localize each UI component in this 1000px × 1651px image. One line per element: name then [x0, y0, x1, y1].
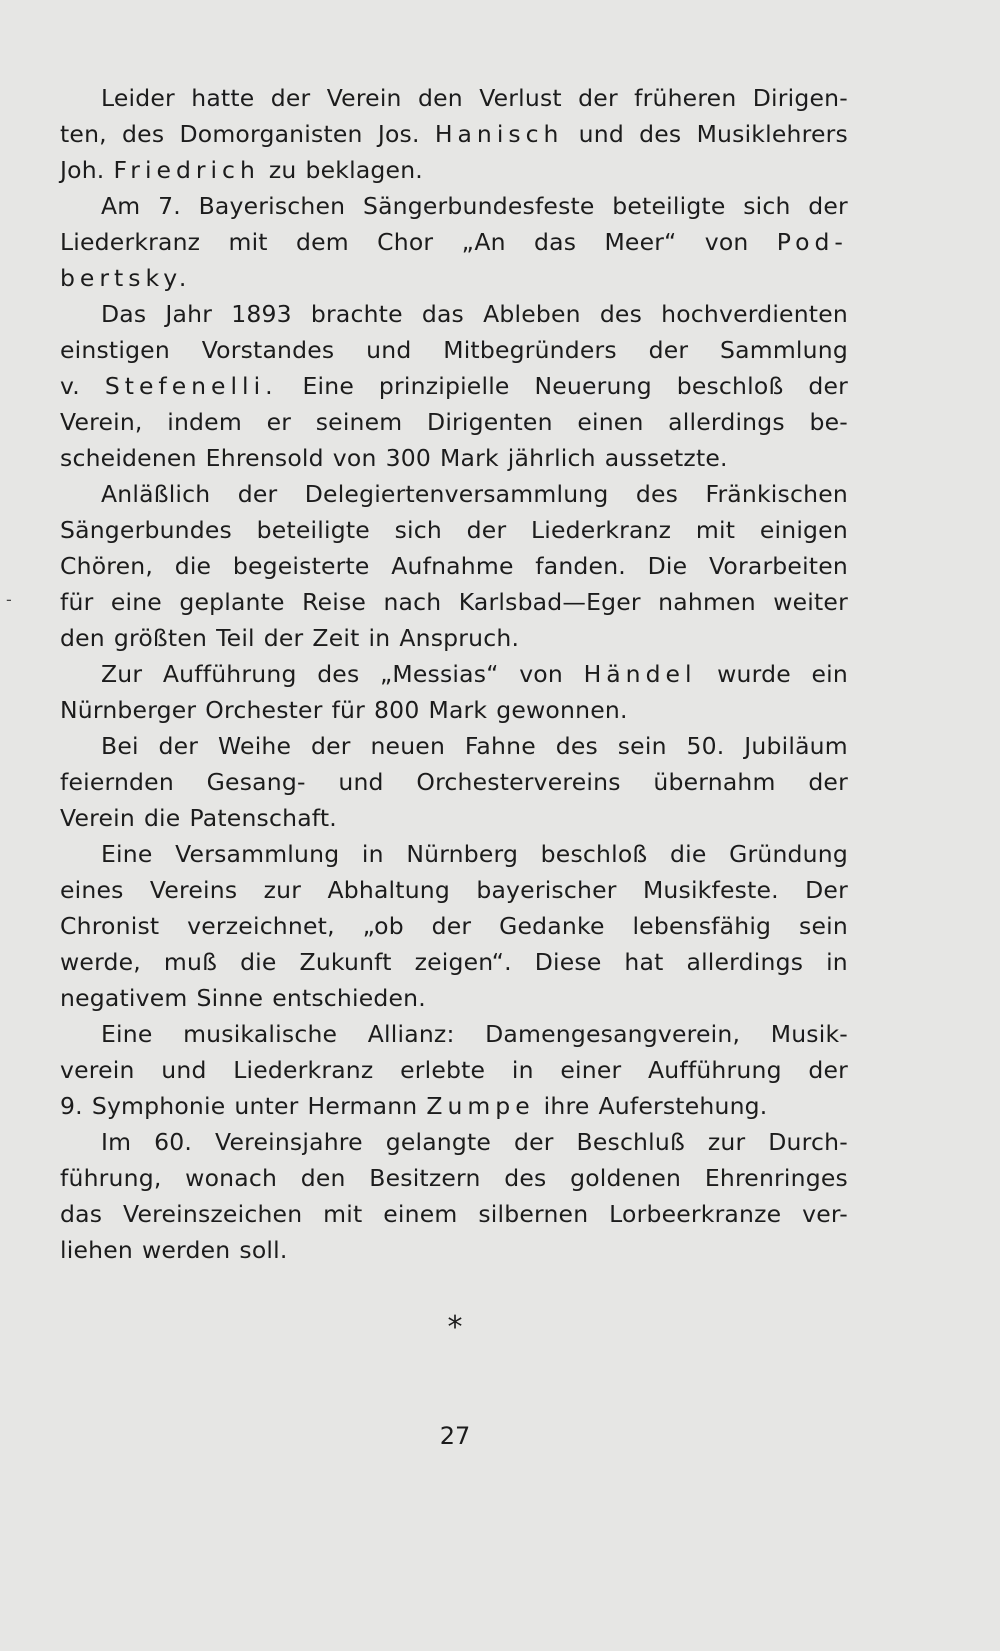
text-line — [60, 980, 848, 1016]
word: den — [417, 84, 463, 112]
word: eine — [110, 588, 162, 616]
word: soll. — [239, 1236, 288, 1264]
word: zur — [263, 876, 302, 904]
word: in — [368, 624, 391, 652]
word: Durch- — [768, 1128, 848, 1156]
word: Im — [101, 1128, 132, 1156]
word: seinem — [315, 408, 403, 436]
word: den — [60, 624, 105, 652]
word: der — [270, 84, 311, 112]
text-line — [60, 404, 848, 440]
word: ver- — [802, 1200, 848, 1228]
word: führung, — [60, 1164, 162, 1192]
word: Joh. — [60, 156, 105, 184]
text-line — [60, 440, 848, 476]
text-line — [60, 152, 848, 188]
word: muß — [163, 948, 218, 976]
word: die — [240, 948, 277, 976]
word: bayerischer — [476, 876, 617, 904]
word: 300 — [385, 444, 432, 472]
word: 800 — [374, 696, 420, 724]
spaced-name: Hanisch — [434, 120, 564, 148]
word: des — [599, 300, 643, 328]
word: Vereinszeichen — [123, 1200, 303, 1228]
word: Vereins — [149, 876, 238, 904]
word: entschieden. — [272, 984, 426, 1012]
word: 9. — [60, 1092, 83, 1120]
text-line — [60, 476, 848, 512]
word: Eine — [302, 372, 354, 400]
word: 1893 — [231, 300, 292, 328]
word: Besitzern — [369, 1164, 481, 1192]
word: Zur — [101, 660, 143, 688]
word: Zeit — [312, 624, 360, 652]
word: Nürnberg — [406, 840, 519, 868]
word: des — [317, 660, 360, 688]
word: goldenen — [570, 1164, 682, 1192]
word: Bayerischen — [198, 192, 346, 220]
word: unter — [234, 1092, 299, 1120]
word: hochverdienten — [661, 300, 848, 328]
word: Patenschaft. — [189, 804, 337, 832]
text-line — [60, 296, 848, 332]
word: in — [361, 840, 384, 868]
word: Aufführung — [162, 660, 297, 688]
word: allerdings — [668, 408, 785, 436]
section-separator-asterisk: * — [447, 1310, 463, 1345]
word: des — [122, 120, 165, 148]
word: Gedanke — [499, 912, 605, 940]
word: der — [466, 516, 507, 544]
word: Vorarbeiten — [708, 552, 848, 580]
text-line — [60, 1160, 848, 1196]
word: Reise — [302, 588, 367, 616]
word: lebensfähig — [632, 912, 772, 940]
word: sich — [743, 192, 791, 220]
word: werden — [141, 1236, 231, 1264]
word: Eine — [101, 840, 153, 868]
word: Anläßlich — [101, 480, 211, 508]
word: negativem — [60, 984, 188, 1012]
text-line — [60, 116, 848, 152]
word: der — [513, 1128, 554, 1156]
text-line — [60, 188, 848, 224]
word: beschloß — [676, 372, 784, 400]
word: liehen — [60, 1236, 133, 1264]
word: Damengesangverein, — [485, 1020, 741, 1048]
word: in — [826, 948, 848, 976]
word: mit — [228, 228, 268, 256]
word: Sängerbundesfeste — [362, 192, 595, 220]
word: die — [143, 804, 181, 832]
word: Orchestervereins — [416, 768, 621, 796]
spaced-name: Friedrich — [113, 156, 260, 184]
word: der — [648, 336, 689, 364]
word: Jos. — [377, 120, 420, 148]
word: Zukunft — [299, 948, 392, 976]
word: jährlich — [507, 444, 596, 472]
word: und — [338, 768, 384, 796]
text-line — [60, 512, 848, 548]
text-line — [60, 656, 848, 692]
word: und — [161, 1056, 207, 1084]
word: wurde — [717, 660, 791, 688]
word: Orchester — [205, 696, 323, 724]
word: Mitbegründers — [443, 336, 617, 364]
word: Domorganisten — [179, 120, 363, 148]
word: Nürnberger — [60, 696, 197, 724]
word: Jubiläum — [744, 732, 848, 760]
word: Delegiertenversammlung — [304, 480, 609, 508]
text-line — [60, 368, 848, 404]
word: der — [311, 732, 351, 760]
text-line — [60, 224, 848, 260]
word: einen — [577, 408, 644, 436]
word: Karlsbad—Eger — [458, 588, 641, 616]
word: für — [331, 696, 366, 724]
word: beschloß — [540, 840, 648, 868]
word: er — [266, 408, 292, 436]
word: Verein — [60, 804, 135, 832]
word: der — [237, 480, 278, 508]
word: beteiligte — [612, 192, 726, 220]
word: das — [421, 300, 464, 328]
word: Liederkranz — [233, 1056, 374, 1084]
word: verzeichnet, — [187, 912, 335, 940]
word: der — [808, 192, 848, 220]
word: Die — [647, 552, 688, 580]
word: der — [808, 372, 848, 400]
word: das — [534, 228, 577, 256]
word: beklagen. — [305, 156, 423, 184]
word: der — [578, 84, 618, 112]
word: Meer“ — [604, 228, 677, 256]
text-line — [60, 548, 848, 584]
word: der — [158, 732, 199, 760]
word: Vereinsjahre — [215, 1128, 363, 1156]
word: Beschluß — [576, 1128, 685, 1156]
word: der — [808, 1056, 848, 1084]
word: Fränkischen — [705, 480, 848, 508]
word: fanden. — [535, 552, 626, 580]
word: mit — [323, 1200, 363, 1228]
word: Diese — [534, 948, 602, 976]
word: werde, — [60, 948, 141, 976]
word: Sängerbundes — [60, 516, 232, 544]
word: 60. — [154, 1128, 193, 1156]
text-line — [60, 584, 848, 620]
word: zur — [707, 1128, 746, 1156]
word: Das — [101, 300, 147, 328]
word: Hermann — [307, 1092, 418, 1120]
text-line — [60, 332, 848, 368]
word: das — [60, 1200, 103, 1228]
word: Musiklehrers — [696, 120, 848, 148]
word: Abhaltung — [327, 876, 451, 904]
text-line — [60, 1196, 848, 1232]
word: brachte — [310, 300, 403, 328]
word: in — [511, 1056, 534, 1084]
word: erlebte — [400, 1056, 486, 1084]
word: dem — [296, 228, 349, 256]
word: hat — [624, 948, 664, 976]
word: Musikfeste. — [642, 876, 779, 904]
word: Gründung — [729, 840, 848, 868]
word: musikalische — [183, 1020, 338, 1048]
word: Mark — [440, 444, 499, 472]
spaced-name: Händel — [583, 660, 697, 688]
text-line — [60, 80, 848, 116]
word: hatte — [191, 84, 255, 112]
word: der — [431, 912, 472, 940]
word: Auferstehung. — [598, 1092, 768, 1120]
word: 50. — [686, 732, 725, 760]
word: allerdings — [686, 948, 804, 976]
word: Chor — [377, 228, 434, 256]
word: für — [60, 588, 94, 616]
word: die — [174, 552, 212, 580]
word: von — [704, 228, 749, 256]
word: Chronist — [60, 912, 160, 940]
spaced-name: Stefenelli. — [104, 372, 278, 400]
spaced-name: bertsky. — [60, 264, 192, 292]
word: Symphonie — [91, 1092, 226, 1120]
word: des — [555, 732, 598, 760]
text-line — [60, 1232, 848, 1268]
text-line — [60, 1016, 848, 1052]
word: Mark — [428, 696, 488, 724]
word: Gesang- — [206, 768, 306, 796]
word: „ob — [362, 912, 404, 940]
word: Verein, — [60, 408, 143, 436]
word: nach — [383, 588, 442, 616]
word: Dirigenten — [427, 408, 553, 436]
word: der — [263, 624, 304, 652]
word: gelangte — [385, 1128, 492, 1156]
text-line — [60, 944, 848, 980]
word: den — [300, 1164, 346, 1192]
word: des — [639, 120, 682, 148]
word: geplante — [179, 588, 285, 616]
word: Liederkranz — [531, 516, 672, 544]
word: des — [504, 1164, 547, 1192]
word: Verein — [326, 84, 402, 112]
page-number: 27 — [439, 1422, 471, 1450]
word: feiernden — [60, 768, 174, 796]
word: Neuerung — [534, 372, 652, 400]
spaced-name: Pod- — [776, 228, 848, 256]
word: einigen — [759, 516, 848, 544]
word: „An — [461, 228, 506, 256]
word: von — [519, 660, 563, 688]
word: weiter — [773, 588, 848, 616]
text-line — [60, 1124, 848, 1160]
word: be- — [809, 408, 848, 436]
text-line — [60, 836, 848, 872]
word: und — [366, 336, 412, 364]
word: Anspruch. — [399, 624, 520, 652]
word: gewonnen. — [496, 696, 628, 724]
text-line — [60, 728, 848, 764]
word: einstigen — [60, 336, 170, 364]
word: früheren — [634, 84, 737, 112]
text-line — [60, 872, 848, 908]
word: sich — [394, 516, 442, 544]
word: „Messias“ — [380, 660, 499, 688]
spaced-name: Zumpe — [426, 1092, 535, 1120]
word: sein — [799, 912, 848, 940]
text-line — [60, 908, 848, 944]
text-line — [60, 1052, 848, 1088]
word: Aufnahme — [391, 552, 514, 580]
word: aussetzte. — [604, 444, 728, 472]
word: prinzipielle — [378, 372, 510, 400]
word: der — [808, 768, 848, 796]
word: v. — [60, 372, 80, 400]
text-line — [60, 260, 848, 296]
word: sein — [617, 732, 667, 760]
word: Bei — [101, 732, 139, 760]
word: Versammlung — [175, 840, 340, 868]
word: Leider — [101, 84, 175, 112]
word: Musik- — [770, 1020, 848, 1048]
word: Aufführung — [648, 1056, 782, 1084]
word: einem — [383, 1200, 458, 1228]
text-line — [60, 620, 848, 656]
word: mit — [695, 516, 736, 544]
word: nahmen — [658, 588, 756, 616]
word: begeisterte — [232, 552, 370, 580]
word: Fahne — [464, 732, 536, 760]
body-text — [60, 80, 848, 1268]
word: übernahm — [653, 768, 776, 796]
word: ein — [811, 660, 848, 688]
word: scheidenen — [60, 444, 197, 472]
word: Jahr — [165, 300, 213, 328]
word: Ehrensold — [205, 444, 324, 472]
word: Verlust — [479, 84, 562, 112]
word: neuen — [370, 732, 446, 760]
text-line — [60, 800, 848, 836]
text-line — [60, 764, 848, 800]
word: von — [332, 444, 377, 472]
word: Der — [805, 876, 848, 904]
word: 7. — [158, 192, 181, 220]
word: ten, — [60, 120, 107, 148]
margin-mark: - — [6, 590, 12, 609]
word: und — [578, 120, 624, 148]
word: zeigen“. — [414, 948, 512, 976]
word: Weihe — [217, 732, 292, 760]
word: Vorstandes — [201, 336, 335, 364]
word: Sammlung — [720, 336, 848, 364]
word: Am — [101, 192, 141, 220]
word: Sinne — [196, 984, 264, 1012]
word: größten — [113, 624, 208, 652]
word: indem — [167, 408, 242, 436]
word: Ehrenringes — [704, 1164, 848, 1192]
word: silbernen — [478, 1200, 589, 1228]
word: des — [635, 480, 679, 508]
word: Allianz: — [367, 1020, 455, 1048]
word: wonach — [185, 1164, 278, 1192]
word: Chören, — [60, 552, 154, 580]
word: Teil — [216, 624, 255, 652]
word: Lorbeerkranze — [609, 1200, 782, 1228]
word: einer — [560, 1056, 622, 1084]
word: Liederkranz — [60, 228, 201, 256]
word: verein — [60, 1056, 135, 1084]
text-line — [60, 692, 848, 728]
word: ihre — [543, 1092, 590, 1120]
word: die — [670, 840, 707, 868]
text-line — [60, 1088, 848, 1124]
word: eines — [60, 876, 124, 904]
word: Ableben — [483, 300, 581, 328]
word: beteiligte — [256, 516, 370, 544]
word: Dirigen- — [752, 84, 848, 112]
word: zu — [268, 156, 297, 184]
word: Eine — [101, 1020, 153, 1048]
